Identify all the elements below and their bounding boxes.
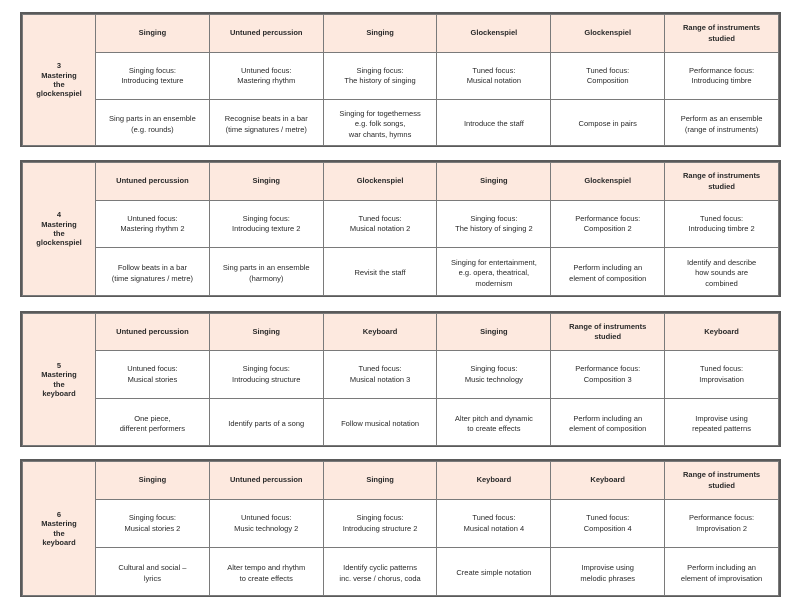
topic-header: Singing xyxy=(209,163,323,201)
topic-header: Range of instruments studied xyxy=(665,15,779,53)
table-row xyxy=(23,399,779,446)
activity-cell: Recognise beats in a bar (time signatures / metre) xyxy=(209,100,323,146)
topic-header: Singing xyxy=(209,314,323,351)
table-row xyxy=(23,248,779,296)
activity-cell: Singing for togetherness e.g. folk songs, war chants, hymns xyxy=(323,100,437,146)
topic-header: Glockenspiel xyxy=(437,15,551,53)
focus-cell: Tuned focus: Musical notation 3 xyxy=(323,351,437,399)
focus-cell: Singing focus: Introducing texture 2 xyxy=(209,201,323,248)
focus-cell: Singing focus: The history of singing 2 xyxy=(437,201,551,248)
table-row xyxy=(23,100,779,146)
year-6-block xyxy=(20,459,781,597)
activity-cell: Alter tempo and rhythm to create effects xyxy=(209,548,323,596)
year-label xyxy=(23,314,96,446)
topic-header: Untuned percussion xyxy=(209,15,323,53)
year-label-line: Mastering xyxy=(41,70,77,80)
year-label-line: the xyxy=(53,80,65,89)
year-6-table xyxy=(22,461,779,596)
year-label-line: the xyxy=(53,528,65,538)
activity-cell: Identify cyclic patterns inc. verse / chorus, coda xyxy=(323,548,437,596)
topic-header: Glockenspiel xyxy=(551,15,665,53)
table-row xyxy=(23,500,779,548)
table-row xyxy=(23,548,779,596)
year-3-table xyxy=(22,14,779,146)
focus-cell: Tuned focus: Musical notation xyxy=(437,53,551,100)
table-row xyxy=(23,53,779,100)
activity-cell: Perform including an element of composition xyxy=(551,399,665,446)
year-label-line: Mastering xyxy=(41,519,77,529)
topic-header: Singing xyxy=(96,15,210,53)
activity-cell: Cultural and social – lyrics xyxy=(96,548,210,596)
topic-header: Glockenspiel xyxy=(323,163,437,201)
focus-cell: Performance focus: Composition 3 xyxy=(551,351,665,399)
activity-cell: Introduce the staff xyxy=(437,100,551,146)
year-4-table xyxy=(22,162,779,296)
topic-header: Untuned percussion xyxy=(96,163,210,201)
activity-cell: Improvise using repeated patterns xyxy=(665,399,779,446)
year-label xyxy=(23,15,96,146)
activity-cell: Follow beats in a bar (time signatures / metre) xyxy=(96,248,210,296)
activity-cell: Sing parts in an ensemble (harmony) xyxy=(209,248,323,296)
year-3-block xyxy=(20,12,781,147)
topic-header: Singing xyxy=(323,15,437,53)
year-label-line: keyboard xyxy=(42,388,76,398)
focus-cell: Singing focus: Musical stories 2 xyxy=(96,500,210,548)
year-label-line: Mastering xyxy=(41,219,77,229)
topic-header: Singing xyxy=(96,462,210,500)
topic-header: Singing xyxy=(437,314,551,351)
focus-cell: Singing focus: Music technology xyxy=(437,351,551,399)
activity-cell: Compose in pairs xyxy=(551,100,665,146)
focus-cell: Untuned focus: Music technology 2 xyxy=(209,500,323,548)
activity-cell: Create simple notation xyxy=(437,548,551,596)
focus-cell: Singing focus: Introducing texture xyxy=(96,53,210,100)
activity-cell: Singing for entertainment, e.g. opera, theatrical, modernism xyxy=(437,248,551,296)
year-5-block xyxy=(20,311,781,447)
year-number: 3 xyxy=(56,61,62,71)
table-row xyxy=(23,462,779,500)
activity-cell: Identify parts of a song xyxy=(209,399,323,446)
focus-cell: Tuned focus: Introducing timbre 2 xyxy=(665,201,779,248)
topic-header: Keyboard xyxy=(551,462,665,500)
activity-cell: Alter pitch and dynamic to create effects xyxy=(437,399,551,446)
focus-cell: Singing focus: Introducing structure xyxy=(209,351,323,399)
year-label-line: the xyxy=(53,379,65,389)
focus-cell: Tuned focus: Improvisation xyxy=(665,351,779,399)
year-label xyxy=(23,462,96,596)
year-label-line: glockenspiel xyxy=(36,238,82,248)
focus-cell: Tuned focus: Composition 4 xyxy=(551,500,665,548)
year-4-block xyxy=(20,160,781,297)
focus-cell: Untuned focus: Musical stories xyxy=(96,351,210,399)
focus-cell: Performance focus: Improvisation 2 xyxy=(665,500,779,548)
topic-header: Singing xyxy=(437,163,551,201)
activity-cell: Perform including an element of improvisation xyxy=(665,548,779,596)
focus-cell: Performance focus: Introducing timbre xyxy=(665,53,779,100)
topic-header: Untuned percussion xyxy=(96,314,210,351)
table-row xyxy=(23,15,779,53)
table-row xyxy=(23,314,779,351)
activity-cell: Revisit the staff xyxy=(323,248,437,296)
year-label xyxy=(23,163,96,296)
activity-cell: Sing parts in an ensemble (e.g. rounds) xyxy=(96,100,210,146)
focus-cell: Tuned focus: Musical notation 2 xyxy=(323,201,437,248)
activity-cell: One piece, different performers xyxy=(96,399,210,446)
year-number: 5 xyxy=(56,360,62,370)
topic-header: Range of instruments studied xyxy=(551,314,665,351)
topic-header: Untuned percussion xyxy=(209,462,323,500)
focus-cell: Tuned focus: Musical notation 4 xyxy=(437,500,551,548)
topic-header: Keyboard xyxy=(323,314,437,351)
activity-cell: Improvise using melodic phrases xyxy=(551,548,665,596)
topic-header: Glockenspiel xyxy=(551,163,665,201)
year-label-line: the xyxy=(53,229,65,238)
year-label-line: glockenspiel xyxy=(36,89,82,99)
focus-cell: Tuned focus: Composition xyxy=(551,53,665,100)
focus-cell: Performance focus: Composition 2 xyxy=(551,201,665,248)
activity-cell: Perform as an ensemble (range of instruments) xyxy=(665,100,779,146)
year-5-table xyxy=(22,313,779,446)
topic-header: Keyboard xyxy=(437,462,551,500)
focus-cell: Singing focus: The history of singing xyxy=(323,53,437,100)
year-number: 4 xyxy=(56,210,62,220)
table-row xyxy=(23,201,779,248)
activity-cell: Identify and describe how sounds are combined xyxy=(665,248,779,296)
focus-cell: Singing focus: Introducing structure 2 xyxy=(323,500,437,548)
focus-cell: Untuned focus: Mastering rhythm xyxy=(209,53,323,100)
topic-header: Range of instruments studied xyxy=(665,462,779,500)
activity-cell: Perform including an element of composition xyxy=(551,248,665,296)
year-label-line: Mastering xyxy=(41,370,77,380)
year-label-line: keyboard xyxy=(42,537,76,547)
topic-header: Singing xyxy=(323,462,437,500)
activity-cell: Follow musical notation xyxy=(323,399,437,446)
focus-cell: Untuned focus: Mastering rhythm 2 xyxy=(96,201,210,248)
topic-header: Keyboard xyxy=(665,314,779,351)
year-number: 6 xyxy=(56,509,62,519)
table-row xyxy=(23,163,779,201)
topic-header: Range of instruments studied xyxy=(665,163,779,201)
table-row xyxy=(23,351,779,399)
